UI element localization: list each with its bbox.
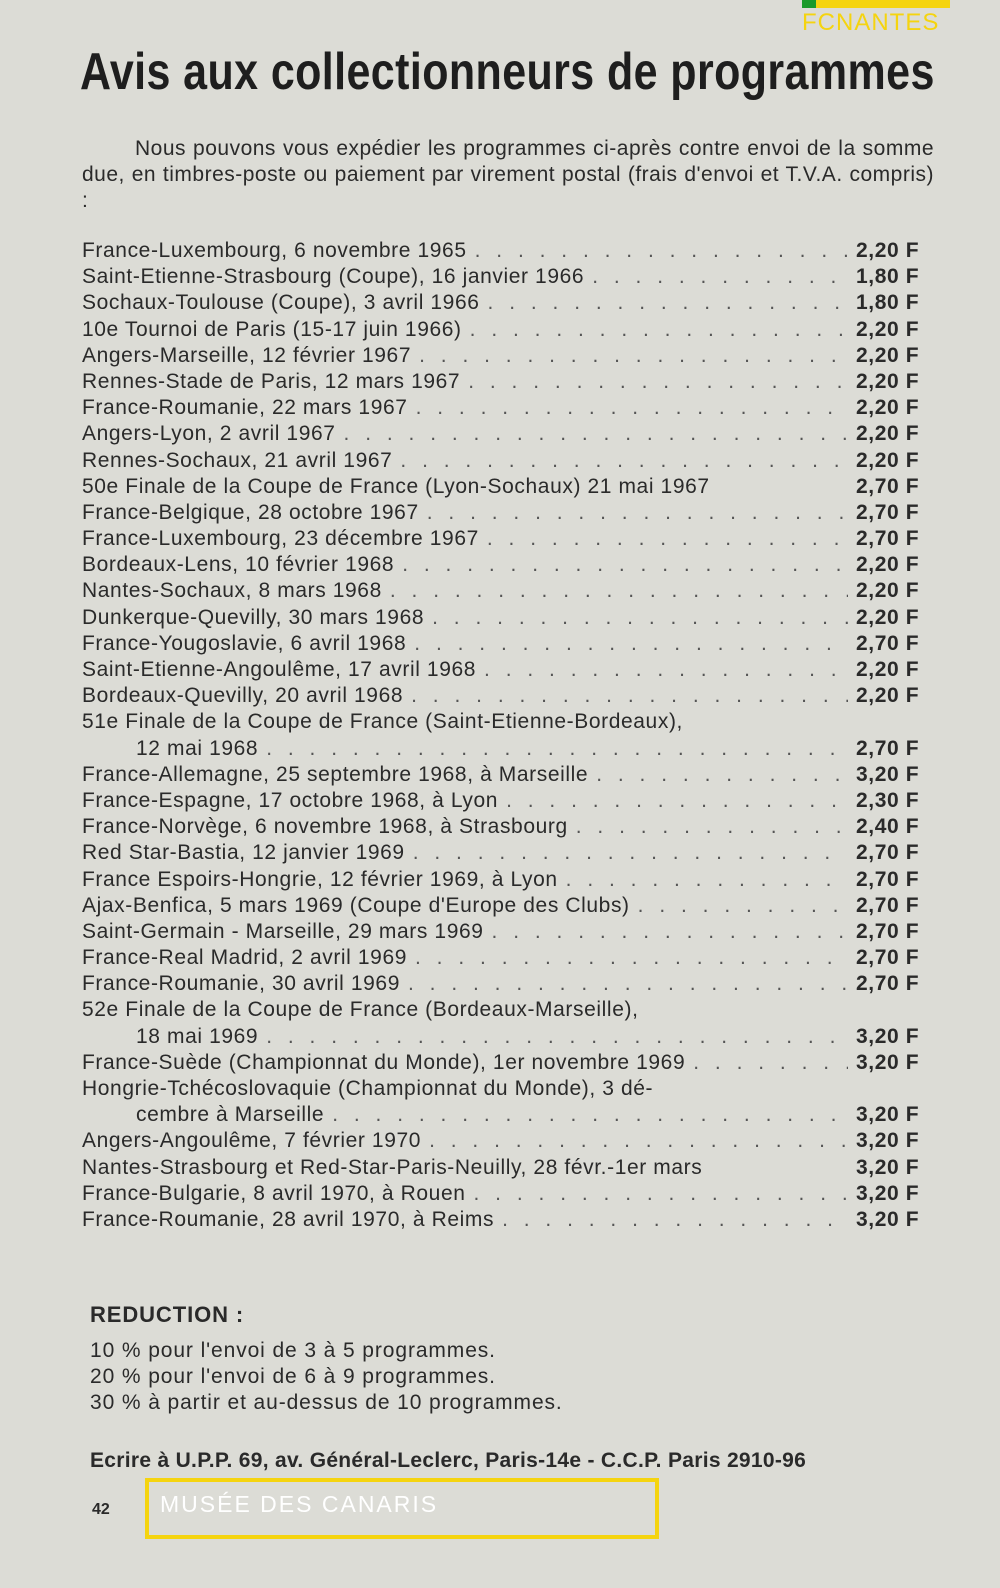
- programme-title: Angers-Lyon, 2 avril 1967: [82, 422, 336, 446]
- programme-title: France-Luxembourg, 23 décembre 1967: [82, 527, 479, 551]
- programme-title: Bordeaux-Lens, 10 février 1968: [82, 553, 395, 577]
- programme-price: 2,20 F: [856, 605, 920, 629]
- dot-leader: [468, 369, 848, 395]
- programme-row: [82, 605, 942, 631]
- programme-price: 2,20 F: [856, 239, 920, 262]
- programme-price: 2,20 F: [856, 343, 920, 367]
- programme-title: France-Roumanie, 28 avril 1970, à Reims: [82, 1207, 495, 1231]
- dot-leader: [484, 657, 848, 683]
- dot-leader: [592, 264, 848, 290]
- page-title: Avis aux collectionneurs de programmes: [80, 43, 935, 102]
- intro-text: Nous pouvons vous expédier les programmes ci-après contre envoi de la somme due, en timbres-poste ou paiement par virement postal (frais d'envoi et T.V.A. compris) :: [82, 137, 934, 212]
- programme-price: 2,70 F: [856, 946, 920, 970]
- programme-row: [82, 290, 942, 316]
- reduction-line: 10 % pour l'envoi de 3 à 5 programmes.: [90, 1339, 496, 1362]
- programme-price: 3,20 F: [856, 1129, 920, 1153]
- programme-title: Nantes-Strasbourg et Red-Star-Paris-Neuilly, 28 févr.-1er mars: [82, 1155, 703, 1179]
- reduction-section: [90, 1302, 563, 1416]
- address-footer: Ecrire à U.P.P. 69, av. Général-Leclerc, Paris-14e - C.C.P. Paris 2910-96: [90, 1449, 807, 1472]
- programme-row: [82, 317, 942, 343]
- programme-row: [82, 997, 942, 1023]
- programme-row: [82, 945, 942, 971]
- programme-title: cembre à Marseille: [136, 1103, 325, 1127]
- programme-price: 2,70 F: [856, 631, 920, 655]
- reduction-heading: REDUCTION :: [90, 1302, 245, 1327]
- dot-leader: [492, 919, 848, 945]
- programme-title: 52e Finale de la Coupe de France (Bordeaux-Marseille),: [82, 998, 639, 1022]
- programme-price: 2,20 F: [856, 553, 920, 577]
- programme-title: France Espoirs-Hongrie, 12 février 1969, à Lyon: [82, 867, 558, 891]
- reduction-line: 30 % à partir et au-dessus de 10 programmes.: [90, 1391, 563, 1414]
- programme-row: [82, 1024, 942, 1050]
- programme-row: [82, 578, 942, 604]
- programme-row: [82, 631, 942, 657]
- dot-leader: [411, 683, 848, 709]
- programme-price: 2,70 F: [856, 893, 920, 917]
- programme-row: [82, 709, 942, 735]
- dot-leader: [718, 474, 848, 500]
- programme-title: Rennes-Sochaux, 21 avril 1967: [82, 448, 393, 472]
- programme-title: Angers-Angoulême, 7 février 1970: [82, 1129, 422, 1153]
- programme-row: [82, 369, 942, 395]
- programme-title: Nantes-Sochaux, 8 mars 1968: [82, 579, 382, 603]
- programme-title: France-Roumanie, 30 avril 1969: [82, 972, 400, 996]
- programme-title: Saint-Germain - Marseille, 29 mars 1969: [82, 919, 484, 943]
- dot-leader: [429, 1128, 848, 1154]
- programme-row: [82, 395, 942, 421]
- dot-leader: [266, 736, 848, 762]
- programme-price: 2,70 F: [856, 841, 920, 865]
- programme-title: Saint-Etienne-Angoulême, 17 avril 1968: [82, 658, 477, 681]
- programme-row: [82, 788, 942, 814]
- programme-title: France-Luxembourg, 6 novembre 1965: [82, 239, 467, 262]
- programme-price: 2,30 F: [856, 788, 920, 812]
- programme-price: 2,20 F: [856, 448, 920, 472]
- dot-leader: [408, 971, 848, 997]
- brand-bar-green: [802, 0, 816, 8]
- dot-leader: [332, 1102, 848, 1128]
- dot-leader: [344, 421, 848, 447]
- programme-price: 1,80 F: [856, 265, 920, 289]
- dot-leader: [415, 945, 848, 971]
- programme-row: [82, 448, 942, 474]
- dot-leader: [413, 840, 848, 866]
- dot-leader: [400, 448, 848, 474]
- programme-row: [82, 683, 942, 709]
- programme-title: Red Star-Bastia, 12 janvier 1969: [82, 841, 405, 865]
- programme-price: 2,20 F: [856, 396, 920, 420]
- programme-price: 3,20 F: [856, 1103, 920, 1127]
- programme-price: 2,70 F: [856, 527, 920, 551]
- dot-leader: [266, 1024, 848, 1050]
- programme-row: [82, 893, 942, 919]
- programme-row: [82, 1181, 942, 1207]
- programme-price: 2,20 F: [856, 422, 920, 446]
- programme-row: [82, 500, 942, 526]
- dot-leader: [414, 631, 848, 657]
- programme-title: France-Allemagne, 25 septembre 1968, à Marseille: [82, 762, 589, 786]
- programme-price: 2,70 F: [856, 474, 920, 498]
- dot-leader: [427, 500, 848, 526]
- dot-leader: [487, 526, 848, 552]
- programme-price: 2,70 F: [856, 500, 920, 524]
- programme-row: [82, 474, 942, 500]
- programme-row: [82, 919, 942, 945]
- programme-price: 3,20 F: [856, 762, 920, 786]
- programme-title: Saint-Etienne-Strasbourg (Coupe), 16 janvier 1966: [82, 265, 585, 289]
- dot-leader: [475, 238, 848, 264]
- dot-leader: [402, 552, 848, 578]
- programme-price: 2,20 F: [856, 369, 920, 393]
- dot-leader: [488, 290, 848, 316]
- programme-price: 2,20 F: [856, 579, 920, 603]
- programme-title: France-Suède (Championnat du Monde), 1er novembre 1969: [82, 1050, 686, 1074]
- dot-leader: [638, 893, 848, 919]
- programme-price: 3,20 F: [856, 1207, 920, 1231]
- programme-title: 50e Finale de la Coupe de France (Lyon-Sochaux) 21 mai 1967: [82, 474, 710, 498]
- dot-leader: [710, 1155, 848, 1181]
- programme-row: [82, 657, 942, 683]
- programme-title: Dunkerque-Quevilly, 30 mars 1968: [82, 605, 425, 629]
- programme-price: 2,20 F: [856, 684, 920, 708]
- programme-price: 2,40 F: [856, 815, 920, 839]
- programme-price: 2,70 F: [856, 736, 920, 760]
- programme-list: [82, 238, 942, 1233]
- programme-price: 3,20 F: [856, 1050, 920, 1074]
- programme-row: [82, 1155, 942, 1181]
- programme-row: [82, 526, 942, 552]
- dot-leader: [502, 1207, 848, 1233]
- programme-title: France-Belgique, 28 octobre 1967: [82, 500, 419, 524]
- brand-bar: [802, 0, 950, 8]
- dot-leader: [474, 1181, 848, 1207]
- programme-price: [856, 997, 942, 1023]
- programme-price: 2,20 F: [856, 317, 920, 341]
- programme-row: [82, 971, 942, 997]
- dot-leader: [390, 578, 848, 604]
- programme-price: 2,70 F: [856, 867, 920, 891]
- programme-title: France-Bulgarie, 8 avril 1970, à Rouen: [82, 1181, 466, 1205]
- programme-row: [82, 1050, 942, 1076]
- dot-leader: [693, 1050, 848, 1076]
- programme-row: [82, 1076, 942, 1102]
- programme-title: 12 mai 1968: [136, 736, 259, 760]
- dot-leader: [661, 1076, 848, 1102]
- programme-title: Angers-Marseille, 12 février 1967: [82, 343, 412, 367]
- programme-price: 2,20 F: [856, 658, 920, 681]
- programme-price: 1,80 F: [856, 291, 920, 315]
- page-number: 42: [92, 1501, 110, 1518]
- dot-leader: [419, 343, 848, 369]
- intro-paragraph: [82, 136, 934, 214]
- programme-title: France-Norvège, 6 novembre 1968, à Strasbourg: [82, 815, 568, 839]
- brand-logo: FCNANTES: [802, 9, 940, 36]
- programme-title: Bordeaux-Quevilly, 20 avril 1968: [82, 684, 404, 708]
- programme-title: France-Real Madrid, 2 avril 1969: [82, 946, 408, 970]
- dot-leader: [566, 867, 848, 893]
- programme-price: [856, 1076, 942, 1102]
- programme-row: [82, 762, 942, 788]
- programme-price: 2,70 F: [856, 919, 920, 943]
- programme-row: [82, 421, 942, 447]
- dot-leader: [432, 605, 848, 631]
- dot-leader: [596, 762, 848, 788]
- programme-title: France-Espagne, 17 octobre 1968, à Lyon: [82, 788, 499, 812]
- programme-row: [82, 736, 942, 762]
- programme-row: [82, 867, 942, 893]
- programme-row: [82, 814, 942, 840]
- programme-title: Hongrie-Tchécoslovaquie (Championnat du Monde), 3 dé-: [82, 1077, 654, 1100]
- programme-title: Sochaux-Toulouse (Coupe), 3 avril 1966: [82, 291, 480, 315]
- programme-price: 2,70 F: [856, 972, 920, 996]
- watermark-text: MUSÉE DES CANARIS: [160, 1491, 439, 1517]
- programme-price: 3,20 F: [856, 1024, 920, 1048]
- dot-leader: [506, 788, 848, 814]
- programme-row: [82, 1128, 942, 1154]
- dot-leader: [416, 395, 848, 421]
- programme-price: 3,20 F: [856, 1155, 920, 1179]
- dot-leader: [470, 317, 848, 343]
- programme-row: [82, 264, 942, 290]
- programme-title: France-Yougoslavie, 6 avril 1968: [82, 631, 407, 655]
- dot-leader: [647, 997, 848, 1023]
- dot-leader: [691, 709, 848, 735]
- programme-row: [82, 552, 942, 578]
- programme-row: [82, 343, 942, 369]
- programme-title: Ajax-Benfica, 5 mars 1969 (Coupe d'Europe des Clubs): [82, 893, 630, 917]
- programme-title: 18 mai 1969: [136, 1024, 259, 1048]
- reduction-line: 20 % pour l'envoi de 6 à 9 programmes.: [90, 1365, 496, 1388]
- programme-title: 51e Finale de la Coupe de France (Saint-Etienne-Bordeaux),: [82, 710, 683, 734]
- programme-row: [82, 1102, 942, 1128]
- programme-row: [82, 238, 942, 264]
- dot-leader: [576, 814, 848, 840]
- programme-price: [856, 709, 942, 735]
- programme-price: 3,20 F: [856, 1181, 920, 1205]
- programme-row: [82, 840, 942, 866]
- programme-title: Rennes-Stade de Paris, 12 mars 1967: [82, 369, 461, 393]
- programme-title: France-Roumanie, 22 mars 1967: [82, 396, 408, 420]
- programme-title: 10e Tournoi de Paris (15-17 juin 1966): [82, 317, 462, 341]
- programme-row: [82, 1207, 942, 1233]
